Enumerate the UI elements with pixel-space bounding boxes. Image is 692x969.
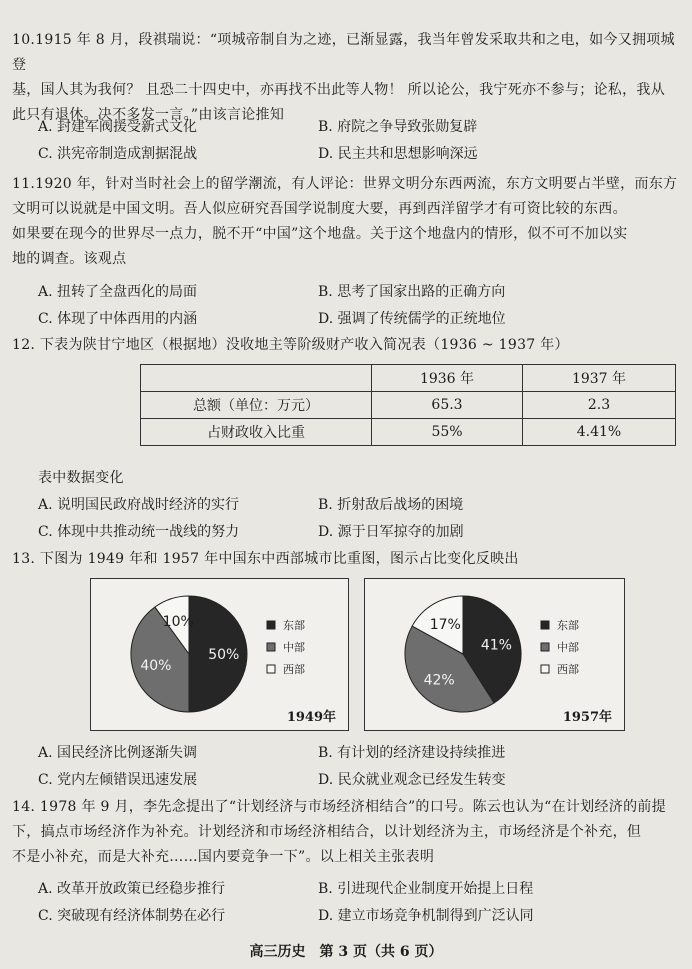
table-cell: 总额（单位：万元） xyxy=(141,392,372,419)
q11-option-c[interactable]: C. 体现了中体西用的内涵 xyxy=(38,311,198,327)
question-11-stem xyxy=(12,172,680,272)
q14-option-b[interactable]: B. 引进现代企业制度开始提上日程 xyxy=(318,881,534,897)
q11-line-3: 如果要在现今的世界尽一点力，脱不开“中国”这个地盘。关于这个地盘内的情形，似不可不加以实 xyxy=(12,226,628,242)
q14-option-c[interactable]: C. 突破现有经济体制势在必行 xyxy=(38,908,226,924)
legend-label: 东部 xyxy=(283,619,305,632)
question-14-stem xyxy=(12,795,680,870)
q14-option-a[interactable]: A. 改革开放政策已经稳步推行 xyxy=(38,881,226,897)
q10-option-d[interactable]: D. 民主共和思想影响深远 xyxy=(318,146,478,162)
q12-option-c[interactable]: C. 体现中共推动统一战线的努力 xyxy=(38,524,240,540)
q14-line-3: 不是小补充，而是大补充……国内要竞争一下”。以上相关主张表明 xyxy=(12,849,435,865)
q12-after-text: 表中数据变化 xyxy=(38,470,124,486)
legend-label: 西部 xyxy=(283,663,305,676)
q11-line-2: 文明可以说就是中国文明。吾人似应研究吾国学说制度大要，再到西洋留学才有可资比较的东西。 xyxy=(12,201,627,217)
table-header-cell xyxy=(141,365,372,392)
legend-label: 中部 xyxy=(557,641,579,654)
q13-line-1: 13. 下图为 1949 年和 1957 年中国东中西部城市比重图，图示占比变化反映出 xyxy=(12,551,519,567)
table-row xyxy=(141,419,676,446)
q13-option-c[interactable]: C. 党内左倾错误迅速发展 xyxy=(38,772,198,788)
pie-slice-label: 42% xyxy=(423,672,455,689)
pie-slice-label: 17% xyxy=(429,617,461,634)
q10-option-a[interactable]: A. 封建军阀援受新式文化 xyxy=(38,119,198,135)
legend-swatch xyxy=(267,621,275,629)
pie-slice-label: 40% xyxy=(140,657,172,674)
legend-swatch xyxy=(267,665,275,673)
legend-label: 东部 xyxy=(557,619,579,632)
legend-label: 西部 xyxy=(557,663,579,676)
q11-line-1: 11.1920 年，针对当时社会上的留学潮流，有人评论：世界文明分东西两流，东方文明要占半壁，而东方 xyxy=(12,176,678,192)
pie-chart-1949-frame xyxy=(90,578,349,731)
chart-year-label: 1949年 xyxy=(286,710,336,725)
table-cell: 65.3 xyxy=(372,392,523,419)
chart-year-label: 1957年 xyxy=(562,710,612,725)
q10-line-2: 基，国人其为我何？ 且恐二十四史中，亦再找不出此等人物！ 所以论公，我宁死亦不参与；论私，我从 xyxy=(12,82,665,98)
q12-line-1: 12. 下表为陕甘宁地区（根据地）没收地主等阶级财产收入简况表（1936 ~ 1937 年） xyxy=(12,337,569,353)
question-13-stem xyxy=(12,547,680,572)
q13-option-d[interactable]: D. 民众就业观念已经发生转变 xyxy=(318,772,506,788)
legend-swatch xyxy=(541,621,549,629)
page-footer: 高三历史 第 3 页（共 6 页） xyxy=(249,944,443,960)
table-row xyxy=(141,392,676,419)
q10-option-c[interactable]: C. 洪宪帝制造成割据混战 xyxy=(38,146,198,162)
question-10-stem xyxy=(12,28,680,128)
q10-option-b[interactable]: B. 府院之争导致张勋复辟 xyxy=(318,119,478,135)
legend-swatch xyxy=(541,643,549,651)
q11-option-d[interactable]: D. 强调了传统儒学的正统地位 xyxy=(318,311,506,327)
table-cell: 2.3 xyxy=(523,392,676,419)
table-cell: 55% xyxy=(372,419,523,446)
table-header-row xyxy=(141,365,676,392)
q11-option-a[interactable]: A. 扭转了全盘西化的局面 xyxy=(38,284,198,300)
q14-line-2: 下，搞点市场经济作为补充。计划经济和市场经济相结合，以计划经济为主，市场经济是个补充，但 xyxy=(12,824,642,840)
q13-option-b[interactable]: B. 有计划的经济建设持续推进 xyxy=(318,745,506,761)
legend-swatch xyxy=(267,643,275,651)
q12-option-d[interactable]: D. 源于日军掠夺的加剧 xyxy=(318,524,464,540)
q12-option-b[interactable]: B. 折射敌后战场的困境 xyxy=(318,497,464,513)
q10-line-3: 此只有退休。决不多发一言。”由该言论推知 xyxy=(12,107,285,123)
question-12-stem xyxy=(12,333,680,358)
pie-slice-label: 10% xyxy=(162,613,194,630)
q10-line-1: 10.1915 年 8 月，段祺瑞说：“项城帝制自为之迹，已渐显露，我当年曾发采取共和之电，如今又拥项城登 xyxy=(12,32,675,73)
q13-option-a[interactable]: A. 国民经济比例逐渐失调 xyxy=(38,745,198,761)
table-header-cell: 1937 年 xyxy=(523,365,676,392)
confiscation-table xyxy=(140,364,676,446)
q11-option-b[interactable]: B. 思考了国家出路的正确方向 xyxy=(318,284,506,300)
question-12-after xyxy=(38,466,692,491)
q14-option-d[interactable]: D. 建立市场竞争机制得到广泛认同 xyxy=(318,908,534,924)
pie-chart-1957-frame xyxy=(364,578,625,731)
pie-chart-1957 xyxy=(365,579,624,730)
legend-swatch xyxy=(541,665,549,673)
table-header-cell: 1936 年 xyxy=(372,365,523,392)
table-cell: 4.41% xyxy=(523,419,676,446)
pie-slice-label: 50% xyxy=(208,647,240,663)
q12-option-a[interactable]: A. 说明国民政府战时经济的实行 xyxy=(38,497,240,513)
q11-line-4: 地的调查。该观点 xyxy=(12,251,127,267)
pie-slice-label: 41% xyxy=(480,637,512,654)
pie-chart-1949 xyxy=(91,579,348,730)
q14-line-1: 14. 1978 年 9 月，李先念提出了“计划经济与市场经济相结合”的口号。陈云也认为“在计划经济的前提 xyxy=(12,799,666,815)
legend-label: 中部 xyxy=(283,641,305,654)
table-cell: 占财政收入比重 xyxy=(141,419,372,446)
